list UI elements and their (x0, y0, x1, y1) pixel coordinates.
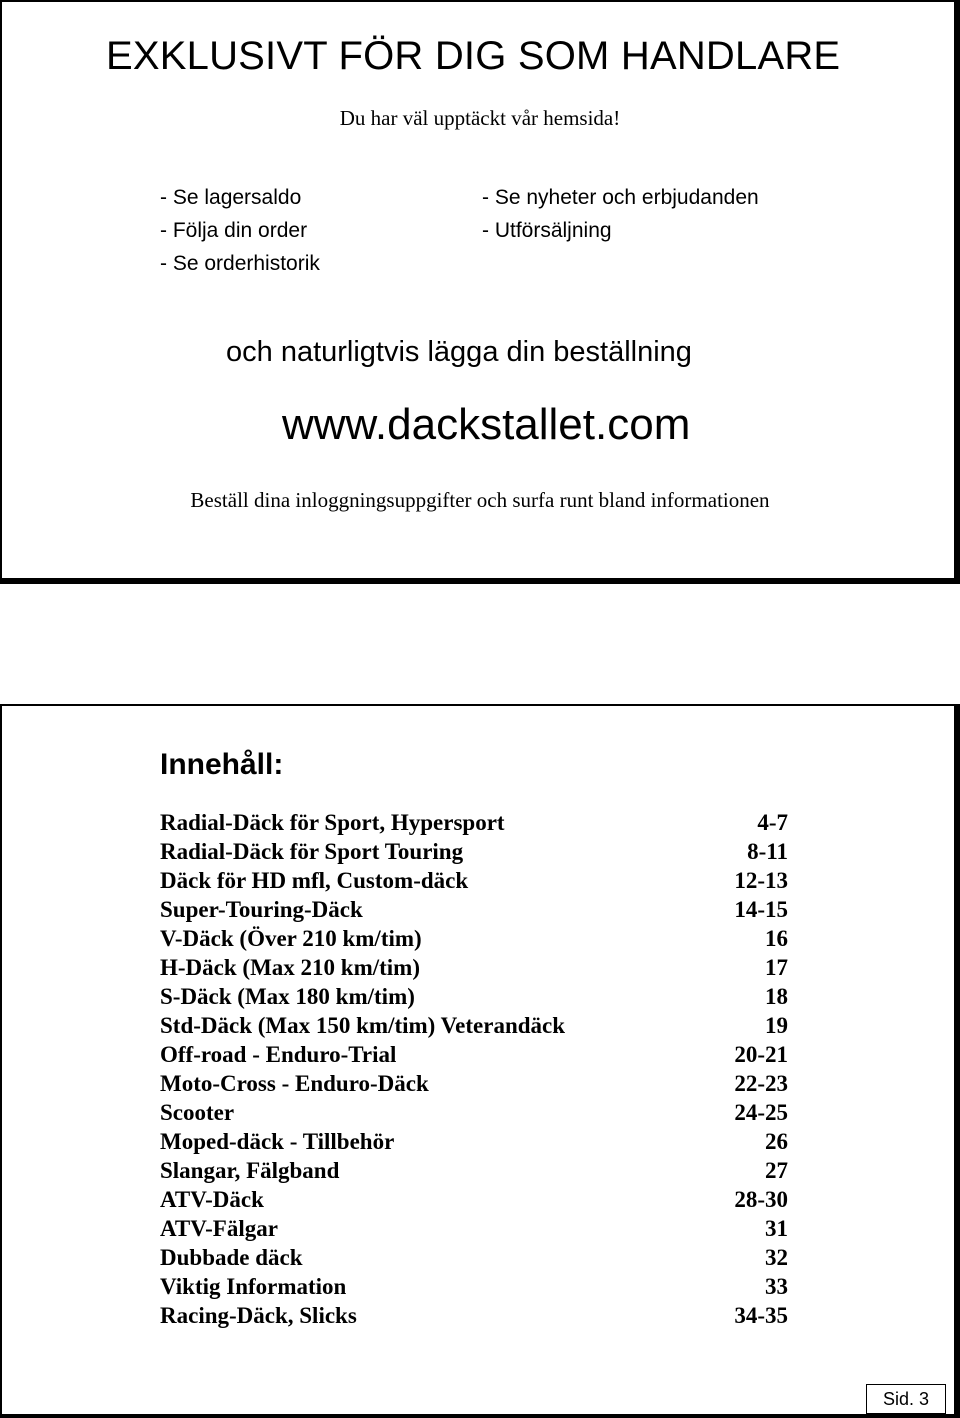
feature-clearance: - Utförsäljning (482, 219, 612, 242)
toc-row (160, 1272, 788, 1301)
toc-title: Radial-Däck för Sport, Hypersport (160, 810, 505, 835)
toc-title: Radial-Däck för Sport Touring (160, 839, 464, 864)
toc-row (160, 1214, 788, 1243)
toc-title: H-Däck (Max 210 km/tim) (160, 955, 420, 980)
toc-title: Off-road - Enduro-Trial (160, 1042, 397, 1067)
toc-title: Slangar, Fälgband (160, 1158, 340, 1183)
toc-title: Super-Touring-Däck (160, 897, 363, 922)
toc-title: ATV-Fälgar (160, 1216, 278, 1241)
page-number: Sid. 3 (866, 1384, 946, 1414)
toc-row (160, 1156, 788, 1185)
toc-pages: 4-7 (757, 810, 788, 835)
toc-row (160, 1011, 788, 1040)
toc-row (160, 1127, 788, 1156)
promo-subtitle: Du har väl upptäckt vår hemsida! (339, 106, 621, 130)
toc-pages: 14-15 (734, 897, 788, 922)
toc-row (160, 982, 788, 1011)
contents-list (160, 808, 788, 1330)
toc-title: Moto-Cross - Enduro-Däck (160, 1071, 429, 1096)
toc-row (160, 953, 788, 982)
toc-pages: 17 (765, 955, 788, 980)
feature-track-order: - Följa din order (160, 219, 308, 242)
promo-cta: och naturligtvis lägga din beställning (226, 336, 692, 368)
toc-pages: 31 (765, 1216, 788, 1241)
toc-pages: 12-13 (734, 868, 788, 893)
toc-title: Viktig Information (160, 1274, 347, 1299)
toc-pages: 24-25 (734, 1100, 788, 1125)
toc-pages: 26 (765, 1129, 788, 1154)
feature-stock: - Se lagersaldo (160, 186, 302, 209)
toc-title: Moped-däck - Tillbehör (160, 1129, 395, 1154)
toc-title: Däck för HD mfl, Custom-däck (160, 868, 469, 893)
contents-heading: Innehåll: (160, 748, 284, 781)
toc-pages: 34-35 (734, 1303, 788, 1328)
toc-row (160, 808, 788, 837)
toc-row (160, 1069, 788, 1098)
toc-row (160, 866, 788, 895)
toc-title: ATV-Däck (160, 1187, 264, 1212)
toc-pages: 16 (765, 926, 788, 951)
toc-row (160, 1098, 788, 1127)
toc-row (160, 1040, 788, 1069)
toc-pages: 27 (765, 1158, 788, 1183)
toc-pages: 19 (765, 1013, 788, 1038)
toc-pages: 33 (765, 1274, 788, 1299)
toc-row (160, 1185, 788, 1214)
promo-title: EXKLUSIVT FÖR DIG SOM HANDLARE (106, 34, 841, 78)
toc-row (160, 924, 788, 953)
toc-row (160, 895, 788, 924)
toc-title: Racing-Däck, Slicks (160, 1303, 357, 1328)
toc-pages: 28-30 (734, 1187, 788, 1212)
toc-pages: 8-11 (747, 839, 788, 864)
toc-title: Std-Däck (Max 150 km/tim) Veterandäck (160, 1013, 566, 1038)
toc-title: Dubbade däck (160, 1245, 303, 1270)
website-url: www.dackstallet.com (282, 400, 691, 449)
toc-pages: 22-23 (734, 1071, 788, 1096)
toc-pages: 18 (765, 984, 788, 1009)
login-note: Beställ dina inloggningsuppgifter och surfa runt bland informationen (190, 488, 770, 512)
toc-row (160, 1243, 788, 1272)
toc-pages: 32 (765, 1245, 788, 1270)
toc-pages: 20-21 (734, 1042, 788, 1067)
toc-row (160, 837, 788, 866)
toc-row (160, 1301, 788, 1330)
toc-title: V-Däck (Över 210 km/tim) (160, 926, 422, 951)
feature-news-offers: - Se nyheter och erbjudanden (482, 186, 759, 209)
feature-order-history: - Se orderhistorik (160, 252, 320, 275)
toc-title: Scooter (160, 1100, 235, 1125)
toc-title: S-Däck (Max 180 km/tim) (160, 984, 415, 1009)
